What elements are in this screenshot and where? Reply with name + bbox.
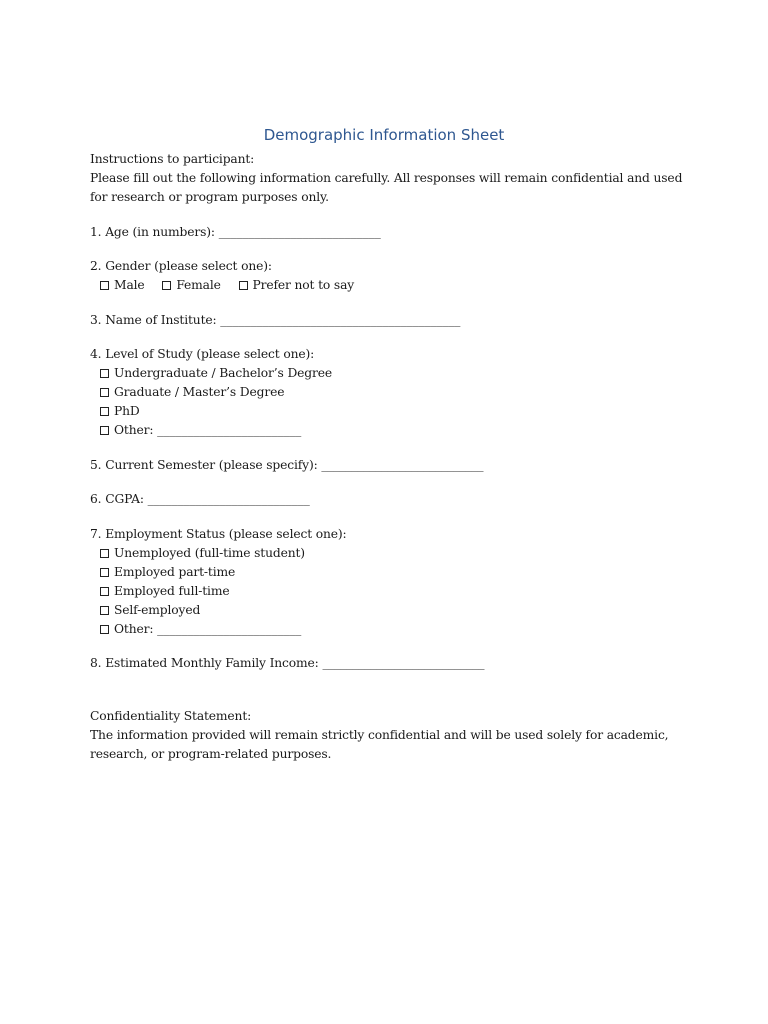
income-input-blank[interactable]: ___________________________ xyxy=(322,656,485,670)
document-body xyxy=(90,150,690,764)
employment-option-label: Employed full-time xyxy=(114,583,230,598)
semester-input-blank[interactable]: ___________________________ xyxy=(321,457,484,472)
checkbox-icon[interactable] xyxy=(100,369,109,378)
question-income xyxy=(90,654,690,673)
employment-option-self-employed xyxy=(90,601,690,620)
question-study-level-label: 4. Level of Study (please select one): xyxy=(90,347,315,361)
employment-option-full-time xyxy=(90,582,690,601)
question-gender-label: 2. Gender (please select one): xyxy=(90,259,272,273)
checkbox-icon[interactable] xyxy=(100,281,109,290)
checkbox-icon[interactable] xyxy=(100,549,109,558)
confidentiality-text: The information provided will remain strictly confidential and will be used solely for academic, research, or program-related purposes. xyxy=(90,728,669,761)
gender-option-male: Male xyxy=(114,278,145,292)
question-age xyxy=(90,223,690,242)
employment-option-label: Self-employed xyxy=(114,602,201,617)
employment-option-label: Unemployed (full-time student) xyxy=(114,545,305,560)
study-option-phd xyxy=(90,402,690,421)
checkbox-icon[interactable] xyxy=(100,606,109,615)
employment-option-other xyxy=(90,620,690,639)
study-option-label: PhD xyxy=(114,404,140,418)
age-input-blank[interactable]: ___________________________ xyxy=(218,224,381,239)
checkbox-icon[interactable] xyxy=(100,407,109,416)
employment-other-input-blank[interactable]: ________________________ xyxy=(157,621,302,636)
instructions-heading: Instructions to participant: xyxy=(90,152,255,166)
checkbox-icon[interactable] xyxy=(100,568,109,577)
checkbox-icon[interactable] xyxy=(100,625,109,634)
study-option-graduate xyxy=(90,383,690,402)
study-option-label: Undergraduate / Bachelor’s Degree xyxy=(114,366,332,380)
question-employment-label: 7. Employment Status (please select one): xyxy=(90,526,347,541)
checkbox-icon[interactable] xyxy=(239,281,248,290)
question-age-label: 1. Age (in numbers): xyxy=(90,224,215,239)
question-semester xyxy=(90,456,690,475)
checkbox-icon[interactable] xyxy=(162,281,171,290)
employment-option-part-time xyxy=(90,563,690,582)
question-semester-label: 5. Current Semester (please specify): xyxy=(90,457,318,472)
question-institute-label: 3. Name of Institute: xyxy=(90,312,217,327)
gender-option-prefer-not: Prefer not to say xyxy=(252,278,355,292)
checkbox-icon[interactable] xyxy=(100,587,109,596)
gender-option-female: Female xyxy=(176,278,221,292)
gender-options xyxy=(90,276,690,295)
institute-input-blank[interactable]: ________________________________________ xyxy=(220,312,461,327)
study-option-undergraduate xyxy=(90,364,690,383)
question-institute xyxy=(90,311,690,330)
employment-option-unemployed xyxy=(90,544,690,563)
study-option-label: Graduate / Master’s Degree xyxy=(114,385,285,399)
study-other-input-blank[interactable]: ________________________ xyxy=(157,423,302,437)
confidentiality-heading: Confidentiality Statement: xyxy=(90,709,252,723)
checkbox-icon[interactable] xyxy=(100,388,109,397)
question-cgpa xyxy=(90,490,690,509)
cgpa-input-blank[interactable]: ___________________________ xyxy=(147,492,310,506)
question-income-label: 8. Estimated Monthly Family Income: xyxy=(90,656,319,670)
document-title: Demographic Information Sheet xyxy=(263,126,505,144)
employment-option-label: Employed part-time xyxy=(114,564,236,579)
employment-option-label: Other: xyxy=(114,621,154,636)
checkbox-icon[interactable] xyxy=(100,426,109,435)
study-option-other xyxy=(90,421,690,440)
question-cgpa-label: 6. CGPA: xyxy=(90,492,144,506)
study-option-label: Other: xyxy=(114,423,154,437)
instructions-text: Please fill out the following information carefully. All responses will remain confidential and used for research or program purposes only. xyxy=(90,171,683,204)
